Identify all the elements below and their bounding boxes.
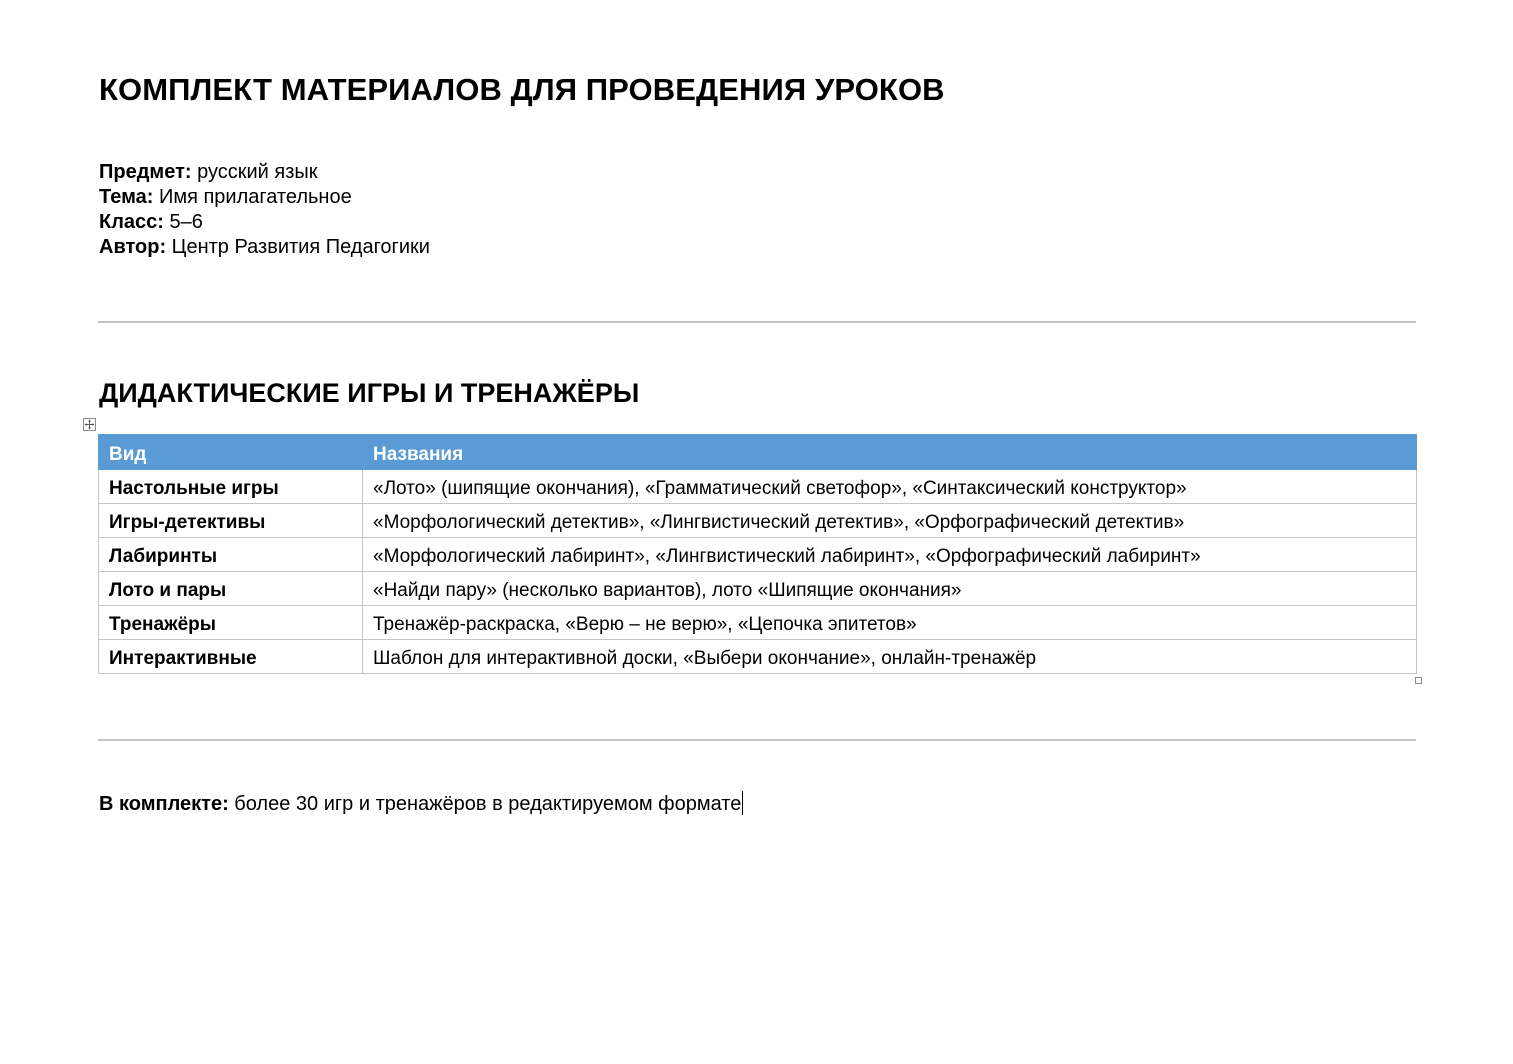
meta-topic-value: Имя прилагательное: [153, 186, 352, 208]
horizontal-divider-bottom: [98, 739, 1416, 741]
document-meta: [99, 160, 430, 260]
cell-names[interactable]: «Лото» (шипящие окончания), «Грамматический светофор», «Синтаксический конструктор»: [363, 470, 1417, 504]
cell-names[interactable]: «Морфологический лабиринт», «Лингвистический лабиринт», «Орфографический лабиринт»: [363, 538, 1417, 572]
cell-kind[interactable]: Лабиринты: [99, 538, 363, 572]
text-caret: [742, 791, 743, 815]
horizontal-divider-top: [98, 321, 1416, 323]
footer-note[interactable]: [99, 791, 743, 816]
table-header-row: [99, 435, 1417, 470]
meta-author-value: Центр Развития Педагогики: [166, 236, 430, 258]
meta-grade-value: 5–6: [163, 211, 203, 233]
cell-names[interactable]: Шаблон для интерактивной доски, «Выбери окончание», онлайн-тренажёр: [363, 640, 1417, 674]
table-row: [99, 504, 1417, 538]
cell-kind[interactable]: Игры-детективы: [99, 504, 363, 538]
cell-names[interactable]: «Найди пару» (несколько вариантов), лото «Шипящие окончания»: [363, 572, 1417, 606]
table-row: [99, 538, 1417, 572]
cell-kind[interactable]: Тренажёры: [99, 606, 363, 640]
cell-kind[interactable]: Настольные игры: [99, 470, 363, 504]
table-row: [99, 572, 1417, 606]
table-move-handle-icon[interactable]: [83, 418, 96, 431]
meta-author-label: Автор:: [99, 236, 167, 258]
meta-author: [99, 235, 430, 260]
table-row: [99, 640, 1417, 674]
cell-names[interactable]: Тренажёр-раскраска, «Верю – не верю», «Цепочка эпитетов»: [363, 606, 1417, 640]
table-row: [99, 470, 1417, 504]
meta-subject-label: Предмет:: [99, 161, 192, 183]
cell-kind[interactable]: Лото и пары: [99, 572, 363, 606]
meta-grade-label: Класс:: [99, 211, 164, 233]
meta-topic: [99, 185, 430, 210]
table-resize-handle-icon[interactable]: [1415, 677, 1422, 684]
meta-subject: [99, 160, 430, 185]
header-names: Названия: [363, 435, 1417, 470]
footer-value: более 30 игр и тренажёров в редактируемом формате: [228, 793, 742, 815]
footer-label: В комплекте:: [99, 793, 229, 815]
document-title: КОМПЛЕКТ МАТЕРИАЛОВ ДЛЯ ПРОВЕДЕНИЯ УРОКОВ: [99, 72, 945, 107]
header-kind: Вид: [99, 435, 363, 470]
meta-grade: [99, 210, 430, 235]
cell-kind[interactable]: Интерактивные: [99, 640, 363, 674]
meta-topic-label: Тема:: [99, 186, 154, 208]
table-row: [99, 606, 1417, 640]
section-title: ДИДАКТИЧЕСКИЕ ИГРЫ И ТРЕНАЖЁРЫ: [99, 378, 640, 408]
games-table: [98, 434, 1417, 674]
meta-subject-value: русский язык: [191, 161, 318, 183]
cell-names[interactable]: «Морфологический детектив», «Лингвистический детектив», «Орфографический детектив»: [363, 504, 1417, 538]
